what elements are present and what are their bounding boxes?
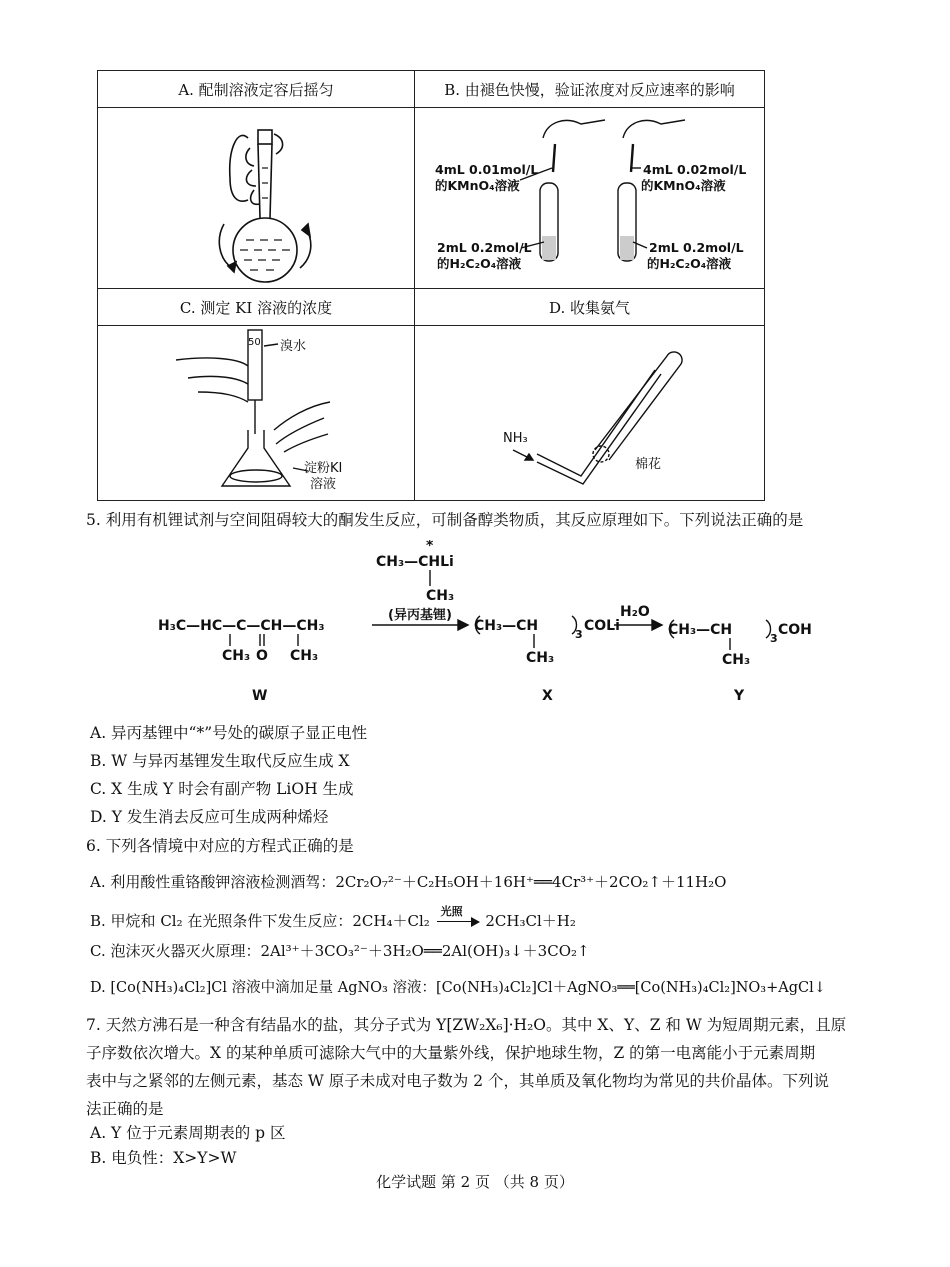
q6-option-b xyxy=(90,905,576,932)
b-right-top-label-1: 4mL 0.02mol/L xyxy=(643,162,747,177)
q6-option-b-reactants: B. 甲烷和 Cl₂ 在光照条件下发生反应：2CH₄＋Cl₂ xyxy=(90,912,430,930)
light-condition-label: 光照 xyxy=(440,905,463,918)
reagent-name: (异丙基锂) xyxy=(388,608,452,623)
volumetric-flask-illustration xyxy=(98,108,414,284)
q7-option-b: B. 电负性：X>Y>W xyxy=(90,1149,237,1167)
test-tubes-illustration xyxy=(415,108,764,284)
figure-c-titration xyxy=(98,326,415,501)
reagent-formula: CH₃—CHLi xyxy=(376,554,454,570)
b-left-top-label-2: 的KMnO₄溶液 xyxy=(435,178,520,193)
label-y: Y xyxy=(734,688,745,704)
reagent-star: * xyxy=(426,540,434,554)
w-sub-ch3-2: CH₃ xyxy=(290,648,319,664)
cell-c-title: C. 测定 KI 溶液的浓度 xyxy=(98,289,415,326)
w-sub-ch3-1: CH₃ xyxy=(222,648,251,664)
q7-line-4: 法正确的是 xyxy=(86,1100,164,1118)
reagent-bottom: CH₃ xyxy=(426,588,455,604)
ammonia-collection-illustration xyxy=(415,326,764,496)
nh3-label: NH₃ xyxy=(503,431,528,446)
label-w: W xyxy=(252,688,268,704)
light-condition-arrow xyxy=(435,905,481,929)
y-tail: COH xyxy=(778,622,812,638)
titration-illustration xyxy=(98,326,414,496)
b-left-top-label-1: 4mL 0.01mol/L xyxy=(435,162,539,177)
burette-label: 溴水 xyxy=(280,339,307,354)
cell-b-title: B. 由褪色快慢，验证浓度对反应速率的影响 xyxy=(415,71,765,108)
b-left-bottom-label-1: 2mL 0.2mol/L xyxy=(437,240,532,255)
question-6-stem: 6. 下列各情境中对应的方程式正确的是 xyxy=(86,837,354,855)
q6-option-b-products: 2CH₃Cl＋H₂ xyxy=(485,912,576,930)
experiment-table xyxy=(97,70,765,501)
cotton-label: 棉花 xyxy=(635,457,662,472)
q6-option-a: A. 利用酸性重铬酸钾溶液检测酒驾：2Cr₂O₇²⁻＋C₂H₅OH＋16H⁺══4Cr³⁺＋2CO₂↑＋11H₂O xyxy=(90,873,727,891)
q7-line-3: 表中与之紧邻的左侧元素，基态 W 原子未成对电子数为 2 个，其单质及氧化物均为常见的共价晶体。下列说 xyxy=(86,1072,830,1090)
q5-option-c: C. X 生成 Y 时会有副产物 LiOH 生成 xyxy=(90,780,354,798)
label-x: X xyxy=(542,688,553,704)
q5-option-d: D. Y 发生消去反应可生成两种烯烃 xyxy=(90,808,329,826)
y-formula: CH₃—CH xyxy=(668,622,733,638)
figure-b-test-tubes xyxy=(415,108,765,289)
reaction-scheme xyxy=(150,540,830,710)
q7-line-2: 子序数依次增大。X 的某种单质可滤除大气中的大量紫外线，保护地球生物，Z 的第一电离能小于元素周期 xyxy=(86,1044,816,1062)
q7-line-1: 7. 天然方沸石是一种含有结晶水的盐，其分子式为 Y[ZW₂X₆]·H₂O。其中 X、Y、Z 和 W 为短周期元素，且原 xyxy=(86,1016,847,1034)
figure-d-ammonia-collection xyxy=(415,326,765,501)
q6-option-c: C. 泡沫灭火器灭火原理：2Al³⁺＋3CO₃²⁻＋3H₂O══2Al(OH)₃↓＋3CO₂↑ xyxy=(90,942,590,960)
q5-option-a: A. 异丙基锂中“*”号处的碳原子显正电性 xyxy=(90,724,368,742)
cell-a-title: A. 配制溶液定容后摇匀 xyxy=(98,71,415,108)
y-count: 3 xyxy=(770,632,778,645)
w-formula: H₃C—HC—C—CH—CH₃ xyxy=(158,618,325,634)
q5-option-b: B. W 与异丙基锂发生取代反应生成 X xyxy=(90,752,350,770)
x-tail: COLi xyxy=(584,618,620,634)
q6-option-d: D. [Co(NH₃)₄Cl₂]Cl 溶液中滴加足量 AgNO₃ 溶液：[Co(NH₃)₄Cl₂]Cl＋AgNO₃══[Co(NH₃)₄Cl₂]NO₃+AgCl↓ xyxy=(90,980,826,996)
burette-scale-number: 50 xyxy=(248,337,261,348)
question-5-stem: 5. 利用有机锂试剂与空间阻碍较大的酮发生反应，可制备醇类物质，其反应原理如下。下列说法正确的是 xyxy=(86,511,804,529)
b-left-bottom-label-2: 的H₂C₂O₄溶液 xyxy=(437,256,522,271)
flask-label-1: 淀粉KI xyxy=(304,461,343,476)
b-right-top-label-2: 的KMnO₄溶液 xyxy=(641,178,726,193)
x-sub: CH₃ xyxy=(526,650,555,666)
x-formula: CH₃—CH xyxy=(474,618,539,634)
w-sub-o: O xyxy=(256,648,268,664)
b-right-bottom-label-2: 的H₂C₂O₄溶液 xyxy=(647,256,732,271)
flask-label-2: 溶液 xyxy=(310,477,337,492)
b-right-bottom-label-1: 2mL 0.2mol/L xyxy=(649,240,744,255)
y-sub: CH₃ xyxy=(722,652,751,668)
h2o-label: H₂O xyxy=(620,604,650,620)
x-count: 3 xyxy=(575,628,583,641)
q7-option-a: A. Y 位于元素周期表的 p 区 xyxy=(90,1124,286,1142)
figure-a-volumetric-flask xyxy=(98,108,415,289)
page-footer: 化学试题 第 2 页 （共 8 页） xyxy=(376,1173,574,1191)
cell-d-title: D. 收集氨气 xyxy=(415,289,765,326)
